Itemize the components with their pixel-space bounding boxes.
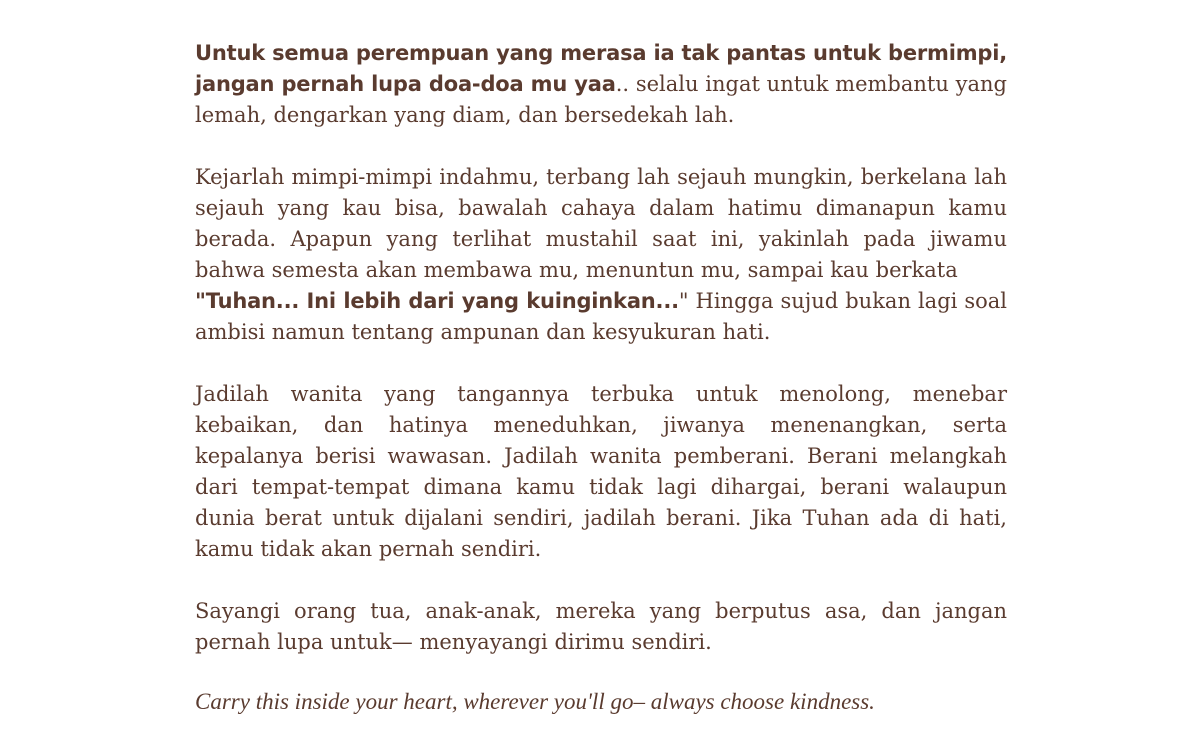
paragraph-3 [195, 379, 1007, 565]
paragraph-2-quote: Tuhan... Ini lebih dari yang kuinginkan... [205, 289, 679, 313]
paragraph-1-bold-text: Untuk semua perempuan yang merasa ia tak pantas untuk bermimpi, jangan pernah lupa doa-doa mu yaa [195, 41, 1007, 96]
paragraph-2-text-after-quote: " Hingga sujud bukan lagi soal ambisi namun tentang ampunan dan kesyukuran hati. [195, 289, 1007, 344]
paragraph-4-text: Sayangi orang tua, anak-anak, mereka yang berputus asa, dan jangan pernah lupa untuk— menyayangi dirimu sendiri. [195, 599, 1007, 654]
paragraph-3-text: Jadilah wanita yang tangannya terbuka untuk menolong, menebar kebaikan, dan hatinya meneduhkan, jiwanya menenangkan, serta kepalanya berisi wawasan. Jadilah wanita pemberani. Berani melangkah dari tempat-tempat dimana kamu tidak lagi dihargai, berani walaupun dunia berat untuk dijalani sendiri, jadilah berani. Jika Tuhan ada di hati, kamu tidak akan pernah sendiri. [195, 382, 1007, 561]
paragraph-1 [195, 38, 1007, 131]
paragraph-4 [195, 596, 1007, 658]
paragraph-2-quote-open: " [195, 289, 206, 313]
paragraph-1-text: .. selalu ingat untuk membantu yang lemah, dengarkan yang diam, dan bersedekah lah. [195, 72, 1007, 127]
paragraph-2 [195, 162, 1007, 348]
letter-body [195, 38, 1007, 717]
paragraph-2-text: Kejarlah mimpi-mimpi indahmu, terbang lah sejauh mungkin, berkelana lah sejauh yang kau bisa, bawalah cahaya dalam hatimu dimanapun kamu berada. Apapun yang terlihat mustahil saat ini, yakinlah pada jiwamu bahwa semesta akan membawa mu, menuntun mu, sampai kau berkata [195, 165, 1007, 282]
closing-line [195, 686, 1007, 717]
closing-line-text: Carry this inside your heart, wherever you'll go– always choose kindness. [195, 689, 875, 714]
